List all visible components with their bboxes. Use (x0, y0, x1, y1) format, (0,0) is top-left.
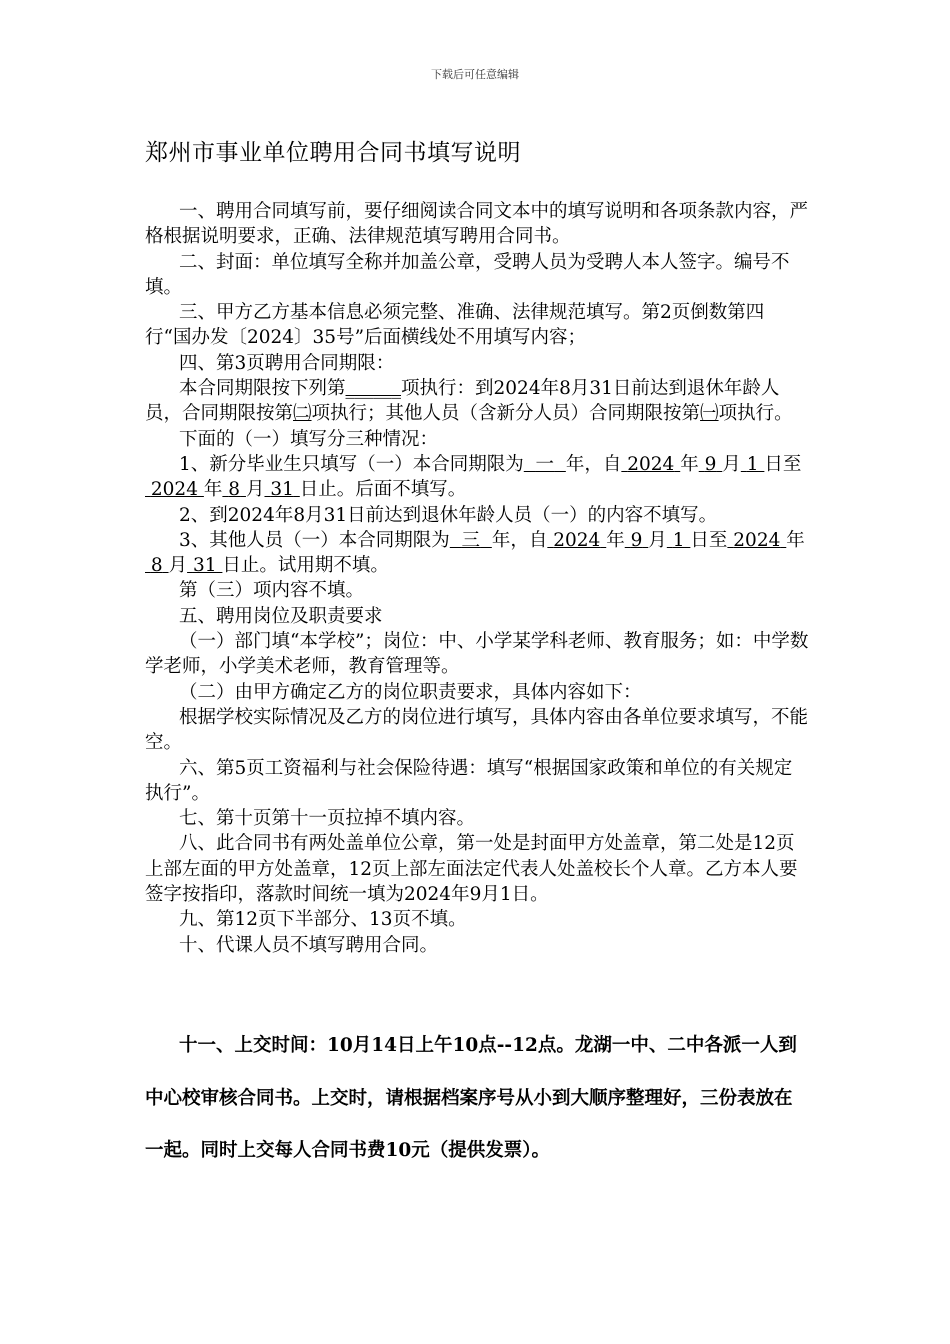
p7-text: 年 (680, 453, 699, 475)
p9-text: 日至 (690, 529, 728, 551)
p7-start-year-value: 2024 (627, 453, 675, 475)
paragraph-6: 下面的（一）填写分三种情况： (179, 428, 439, 450)
p7-end-day (264, 479, 299, 500)
p9-end-day (187, 555, 222, 576)
p9-start-month (625, 530, 649, 551)
p9-text: 日止。试用期不填。 (222, 555, 389, 577)
p9-text: 年 (606, 529, 625, 551)
header-note: 下载后可任意编辑 (431, 68, 519, 81)
paragraph-14: 根据学校实际情况及乙方的岗位进行填写，具体内容由各单位要求填写，不能空。 (145, 706, 809, 754)
p7-start-month (699, 454, 723, 475)
p9-text: 月 (648, 529, 667, 551)
p9-start-month-value: 9 (630, 529, 643, 551)
p5-text-a: 本合同期限按下列第 (179, 378, 346, 400)
paragraph-2: 二、封面：单位填写全称并加盖公章，受聘人员为受聘人本人签字。编号不填。 (145, 251, 790, 298)
p7-text: 日止。后面不填写。 (299, 479, 467, 501)
p7-end-year-value: 2024 (150, 479, 198, 501)
p9-end-day-value: 31 (192, 555, 217, 577)
paragraph-1: 一、聘用合同填写前，要仔细阅读合同文本中的填写说明和各项条款内容，严格根据说明要求，正确、法律规范填写聘用合同书。 (145, 201, 809, 248)
p9-end-month (145, 555, 169, 576)
p5-text-c: 项执行：到2024年8月31日前达到退休年龄人员，合同期限按第 (145, 378, 780, 425)
p7-text: 年，自 (565, 453, 622, 475)
p5-text-e: 项执行；其他人员（含新分人员）合同期限按第 (311, 403, 701, 425)
p9-term-value: 三 (461, 529, 481, 551)
p9-end-month-value: 8 (150, 555, 163, 577)
p5-text-g: 项执行。 (718, 403, 793, 425)
p7-text: 年 (203, 479, 223, 501)
paragraph-17: 八、此合同书有两处盖单位公章，第一处是封面甲方处盖章，第二处是12页上部左面的甲方处盖章，12页上部左面法定代表人处盖校长个人章。乙方本人要签字按指印，落款时间统一填为2024年9月1日。 (145, 833, 798, 906)
paragraph-11: 五、聘用岗位及职责要求 (179, 605, 383, 627)
paragraph-3: 三、甲方乙方基本信息必须完整、准确、法律规范填写。第2页倒数第四行“国办发〔2024〕35号”后面横线处不用填写内容； (145, 302, 765, 349)
p7-term (524, 454, 566, 475)
p9-term (450, 530, 492, 551)
paragraph-16: 七、第十页第十一页拉掉不填内容。 (179, 808, 476, 830)
p9-end-year (727, 530, 786, 551)
p7-start-day-value: 1 (746, 453, 759, 475)
paragraph-18: 九、第12页下半部分、13页不填。 (179, 909, 467, 931)
p9-start-year (547, 530, 606, 551)
p7-text: 1、新分毕业生只填写（一）本合同期限为 (179, 453, 524, 475)
p7-start-month-value: 9 (704, 453, 717, 475)
p5-blank: ______ (345, 378, 402, 400)
p5-item-two: ㈡ (293, 403, 312, 425)
document-body (145, 199, 810, 958)
paragraph-19: 十、代课人员不填写聘用合同。 (179, 934, 439, 956)
p9-start-day-value: 1 (672, 529, 685, 551)
p5-item-one: ㈠ (700, 403, 719, 425)
p7-end-day-value: 31 (270, 479, 294, 501)
paragraph-10: 第（三）项内容不填。 (179, 580, 365, 602)
paragraph-5 (145, 376, 810, 427)
paragraph-4: 四、第3页聘用合同期限： (179, 352, 395, 374)
p7-term-value: 一 (535, 453, 555, 475)
paragraph-13: （二）由甲方确定乙方的岗位职责要求，具体内容如下： (179, 681, 642, 703)
submission-notice (145, 1020, 810, 1178)
p9-text: 年，自 (491, 529, 548, 551)
p7-text: 日至 (764, 453, 802, 475)
p7-start-day (741, 454, 765, 475)
p9-start-day (667, 530, 691, 551)
p9-text: 年 (786, 529, 805, 551)
p7-text: 月 (245, 479, 265, 501)
paragraph-7 (145, 452, 810, 503)
paragraph-9 (145, 528, 810, 579)
p7-start-year (621, 454, 680, 475)
paragraph-8: 2、到2024年8月31日前达到退休年龄人员（一）的内容不填写。 (179, 504, 718, 526)
page-title: 郑州市事业单位聘用合同书填写说明 (145, 140, 521, 166)
p7-text: 月 (722, 453, 741, 475)
p7-end-month (222, 479, 246, 500)
paragraph-15: 六、第5页工资福利与社会保险待遇：填写“根据国家政策和单位的有关规定执行”。 (145, 757, 793, 804)
paragraph-20: 十一、上交时间：10月14日上午10点--12点。龙湖一中、二中各派一人到中心校审核合同书。上交时，请根据档案序号从小到大顺序整理好，三份表放在一起。同时上交每人合同书费10元（提供发票）。 (145, 1035, 797, 1161)
p9-start-year-value: 2024 (553, 529, 601, 551)
paragraph-12: （一）部门填“本学校”；岗位：中、小学某学科老师、教育服务；如：中学数学老师，小学美术老师，教育管理等。 (145, 631, 809, 678)
p7-end-year (145, 479, 204, 500)
p9-end-year-value: 2024 (733, 529, 781, 551)
p7-end-month-value: 8 (228, 479, 241, 501)
p9-text: 月 (168, 555, 188, 577)
p9-text: 3、其他人员（一）本合同期限为 (179, 529, 450, 551)
